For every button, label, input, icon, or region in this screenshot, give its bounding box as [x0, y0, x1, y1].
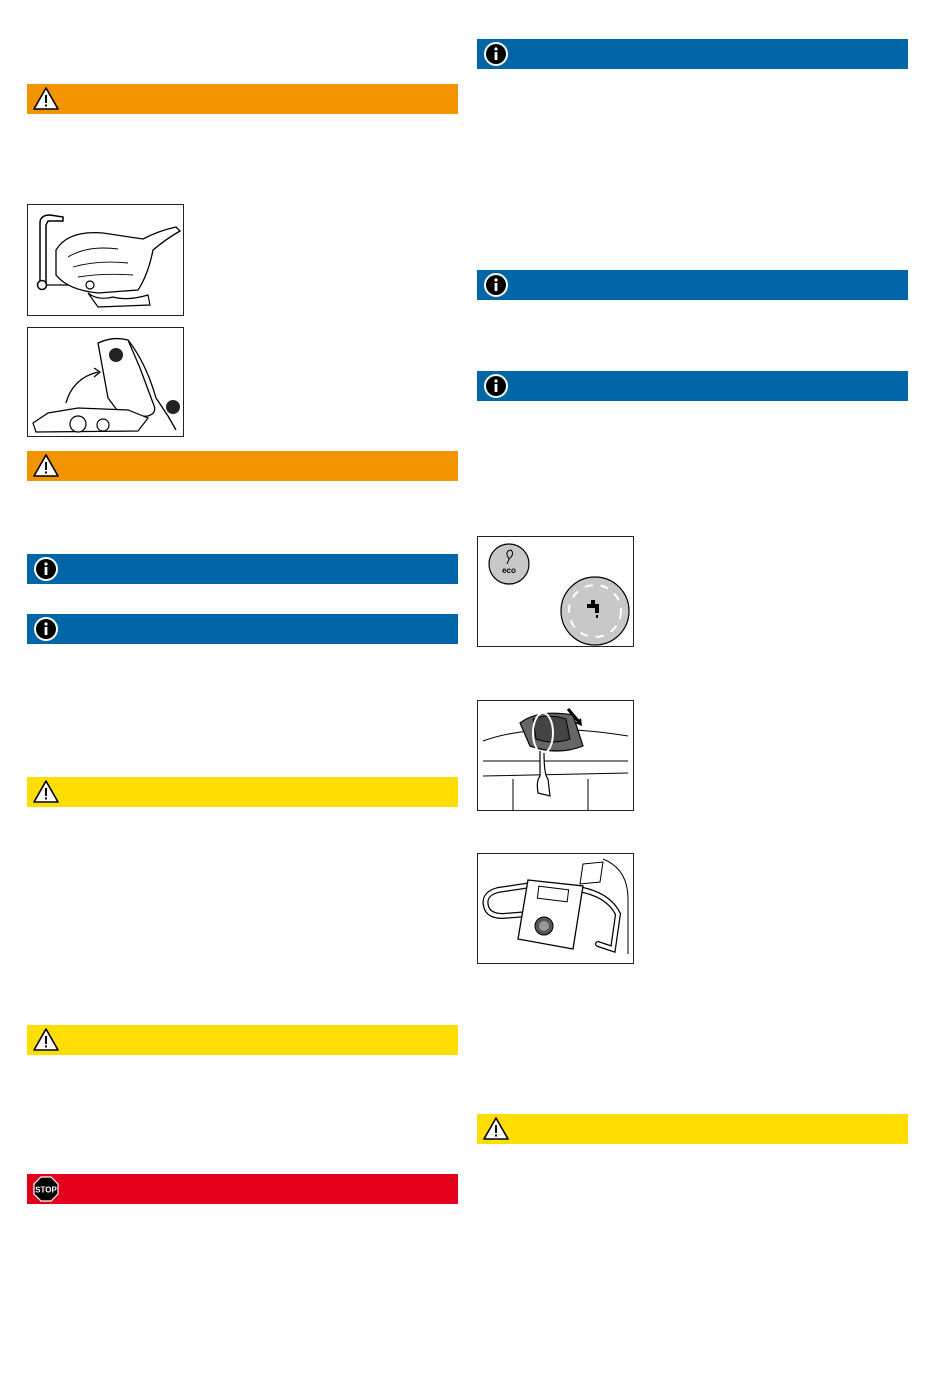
warning-triangle-icon [33, 1027, 59, 1053]
warning-banner [27, 451, 458, 481]
figure-handle-lock-lever [27, 204, 184, 316]
warning-triangle-icon [33, 453, 59, 479]
eco-label: eco [502, 566, 516, 575]
info-circle-icon [483, 41, 509, 67]
figure-drain-hose [477, 700, 634, 811]
caution-banner [27, 1025, 458, 1055]
figure-control-panel-handlebar [477, 853, 634, 964]
caution-banner [477, 1114, 908, 1144]
caution-banner [27, 777, 458, 807]
info-circle-icon [33, 556, 59, 582]
stop-octagon-icon [33, 1176, 59, 1202]
warning-triangle-icon [33, 779, 59, 805]
info-circle-icon [483, 373, 509, 399]
warning-banner [27, 84, 458, 114]
info-banner [477, 371, 908, 401]
warning-triangle-icon [33, 86, 59, 112]
figure-handle-folding [27, 327, 184, 437]
warning-triangle-icon [483, 1116, 509, 1142]
info-banner [477, 270, 908, 300]
info-banner [477, 39, 908, 69]
info-circle-icon [33, 616, 59, 642]
info-circle-icon [483, 272, 509, 298]
figure-eco-and-water-buttons [477, 536, 634, 647]
stop-label: STOP [35, 1185, 57, 1195]
info-banner [27, 614, 458, 644]
info-banner [27, 554, 458, 584]
danger-banner [27, 1174, 458, 1204]
